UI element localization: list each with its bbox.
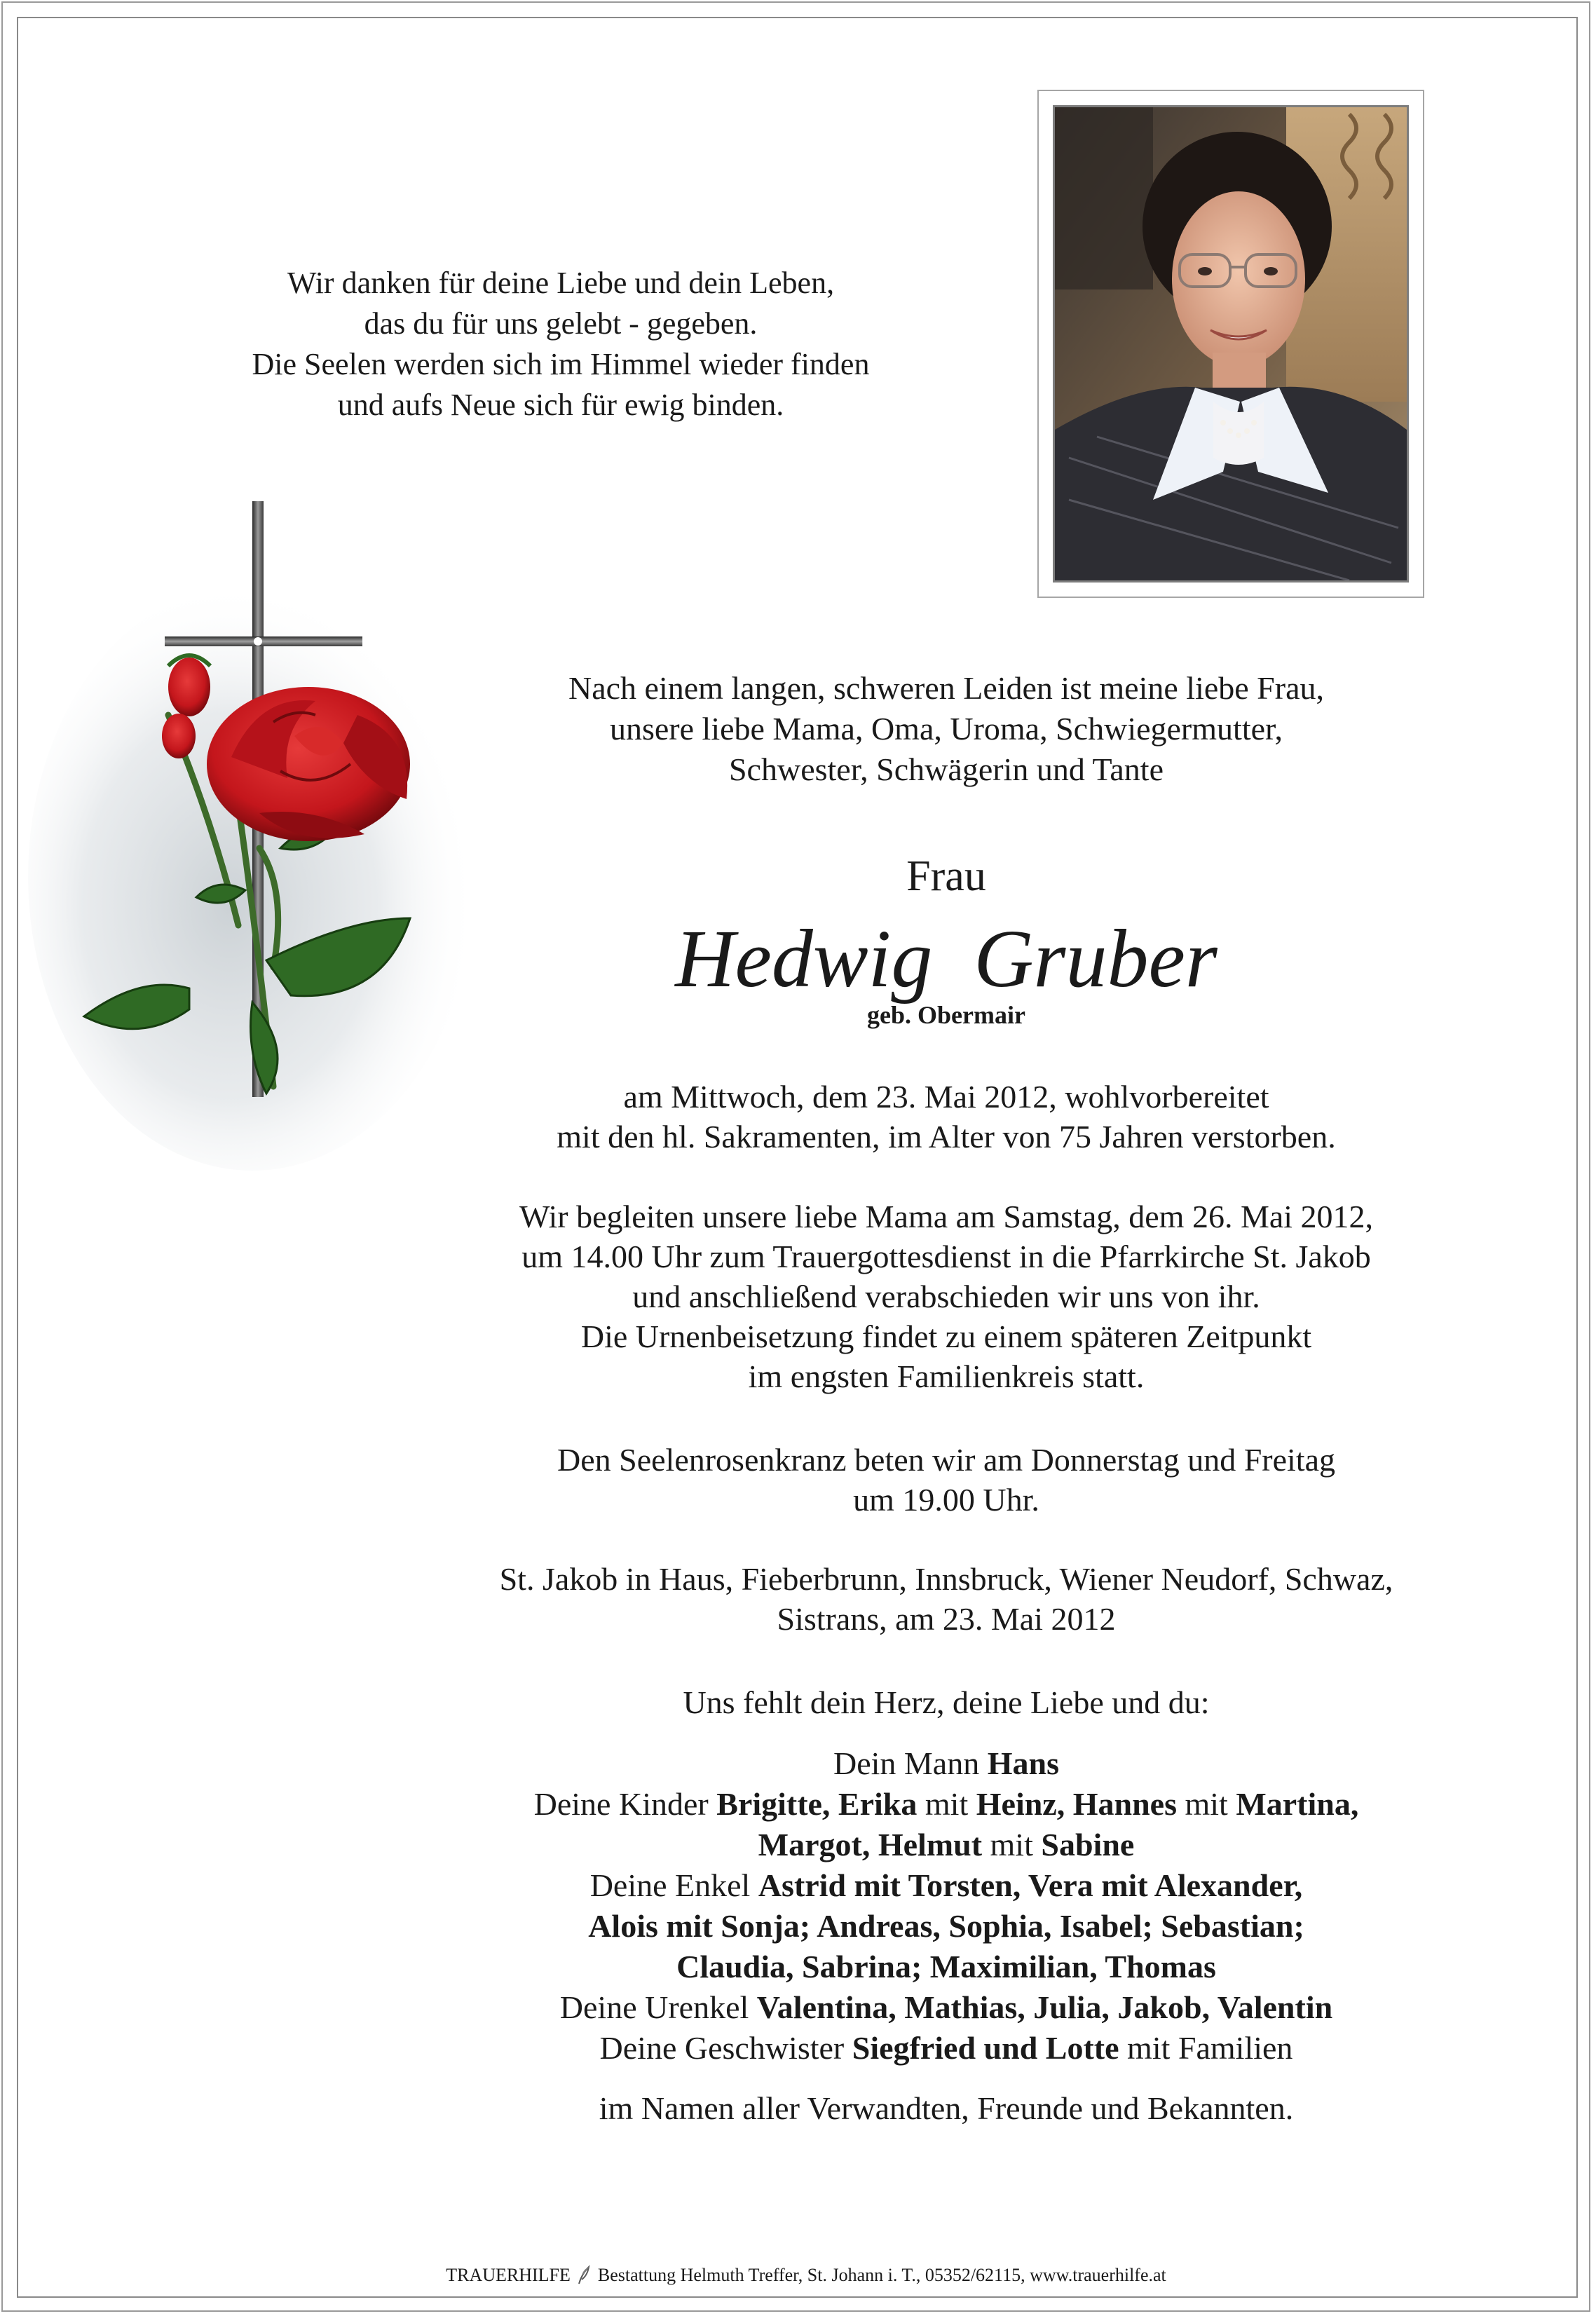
mourner-label: Deine Enkel <box>589 1867 758 1903</box>
poem-line: Die Seelen werden sich im Himmel wieder finden <box>252 347 870 381</box>
salutation: Frau <box>906 852 986 900</box>
poem-line: und aufs Neue sich für ewig binden. <box>337 388 784 422</box>
passing-line: am Mittwoch, dem 23. Mai 2012, wohlvorbereitet <box>623 1079 1269 1115</box>
passing-line: mit den hl. Sakramenten, im Alter von 75 Jahren verstorben. <box>557 1119 1336 1154</box>
funeral-notice <box>378 1197 1514 1396</box>
mourner-connector: mit <box>917 1786 976 1822</box>
mourner-label: Deine Urenkel <box>559 1989 757 2025</box>
rosary-line: um 19.00 Uhr. <box>853 1482 1039 1518</box>
funeral-line: um 14.00 Uhr zum Trauergottesdienst in die Pfarrkirche St. Jakob <box>521 1239 1371 1274</box>
intro-line: Schwester, Schwägerin und Tante <box>728 751 1164 787</box>
portrait-photo <box>1053 105 1409 583</box>
mourner-connector: mit Familien <box>1119 2030 1293 2066</box>
mourner-names: Siegfried und Lotte <box>852 2030 1119 2066</box>
missing-line: Uns fehlt dein Herz, deine Liebe und du: <box>683 1684 1210 1720</box>
footer <box>210 2264 1402 2287</box>
funeral-line: im engsten Familienkreis statt. <box>748 1358 1145 1394</box>
places-line: St. Jakob in Haus, Fieberbrunn, Innsbruck, Wiener Neudorf, Schwaz, <box>499 1561 1393 1597</box>
mourner-line-children <box>378 1784 1514 1825</box>
intro-text <box>421 668 1472 790</box>
leaf-icon <box>576 2264 592 2285</box>
mourner-label: Deine Geschwister <box>599 2030 852 2066</box>
mourner-connector: mit <box>982 1827 1042 1862</box>
poem-line: das du für uns gelebt - gegeben. <box>364 306 758 341</box>
mourner-names: Astrid mit Torsten, Vera mit Alexander, <box>758 1867 1303 1903</box>
mourner-connector: mit <box>1177 1786 1236 1822</box>
mourners-list <box>378 1743 1514 2069</box>
poem <box>175 263 946 425</box>
rosary-line: Den Seelenrosenkranz beten wir am Donnerstag und Freitag <box>557 1442 1336 1478</box>
intro-line: Nach einem langen, schweren Leiden ist meine liebe Frau, <box>568 670 1325 706</box>
places-line: Sistrans, am 23. Mai 2012 <box>777 1601 1116 1637</box>
mourner-line-grandchildren-cont <box>378 1906 1514 1947</box>
mourner-names: Margot, Helmut <box>758 1827 983 1862</box>
portrait-frame <box>1037 90 1424 598</box>
places-date <box>378 1559 1514 1639</box>
mourner-names: Heinz, Hannes <box>976 1786 1177 1822</box>
mourner-names: Valentina, Mathias, Julia, Jakob, Valentin <box>756 1989 1333 2025</box>
mourner-line-children-cont <box>378 1825 1514 1865</box>
mourner-label: Deine Kinder <box>533 1786 717 1822</box>
footer-brand: TRAUERHILFE <box>446 2265 571 2285</box>
mourner-line-grandchildren <box>378 1865 1514 1906</box>
mourner-names: Brigitte, Erika <box>716 1786 918 1822</box>
mourner-names: Sabine <box>1041 1827 1135 1862</box>
maiden-name: geb. Obermair <box>867 1001 1025 1029</box>
mourner-label: Dein Mann <box>833 1745 988 1781</box>
intro-line: unsere liebe Mama, Oma, Uroma, Schwiegermutter, <box>609 711 1283 747</box>
mourner-names: Hans <box>987 1745 1059 1781</box>
funeral-line: Wir begleiten unsere liebe Mama am Samstag, dem 26. Mai 2012, <box>519 1199 1374 1234</box>
mourner-line-great-grandchildren <box>378 1987 1514 2028</box>
mourner-names: Claudia, Sabrina; Maximilian, Thomas <box>676 1949 1216 1984</box>
mourner-line-grandchildren-cont <box>378 1947 1514 1987</box>
footer-text: Bestattung Helmuth Treffer, St. Johann i. T., 05352/62115, www.trauerhilfe.at <box>597 2265 1166 2285</box>
mourner-names: Martina, <box>1236 1786 1359 1822</box>
mourner-names: Alois mit Sonja; Andreas, Sophia, Isabel; Sebastian; <box>588 1908 1304 1944</box>
deceased-name: Hedwig Gruber <box>675 913 1218 1004</box>
rosary-notice <box>378 1440 1514 1520</box>
funeral-line: Die Urnenbeisetzung findet zu einem späteren Zeitpunkt <box>580 1319 1312 1354</box>
poem-line: Wir danken für deine Liebe und dein Leben, <box>287 266 835 300</box>
mourner-line-husband <box>378 1743 1514 1784</box>
mourner-line-siblings <box>378 2028 1514 2069</box>
passing-notice <box>378 1077 1514 1157</box>
closing-line: im Namen aller Verwandten, Freunde und Bekannten. <box>599 2090 1294 2126</box>
funeral-line: und anschließend verabschieden wir uns von ihr. <box>632 1279 1260 1314</box>
